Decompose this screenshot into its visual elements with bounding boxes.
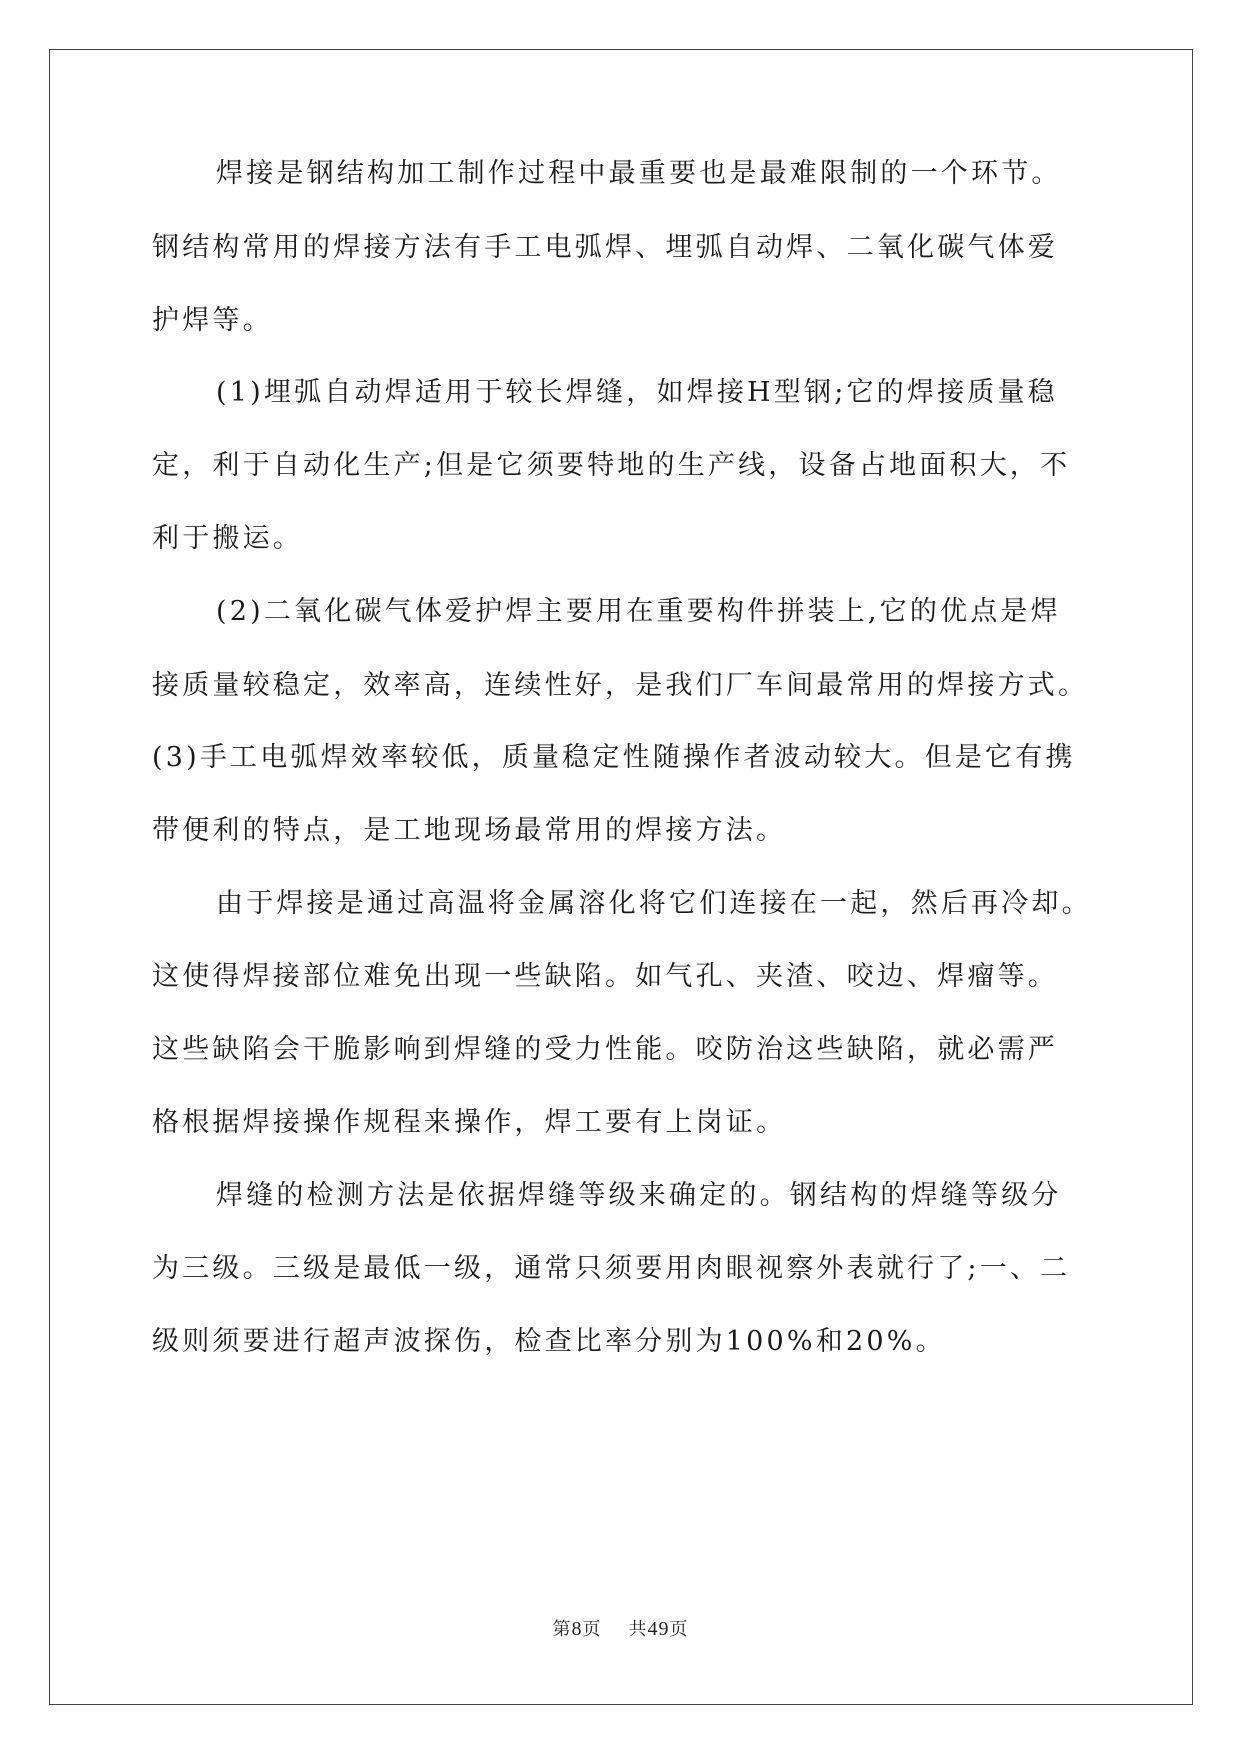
total-pages: 49 (647, 1618, 670, 1640)
text-line: 级则须要进行超声波探伤，检查比率分别为100%和20%。 (152, 1326, 946, 1357)
text-line: 这使得焊接部位难免出现一些缺陷。如气孔、夹渣、咬边、焊瘤等。 (152, 961, 1058, 992)
text-line: (1)埋弧自动焊适用于较长焊缝，如焊接H型钢;它的焊接质量稳 (216, 377, 1058, 408)
text-line: 钢结构常用的焊接方法有手工电弧焊、埋弧自动焊、二氧化碳气体爱 (152, 232, 1058, 263)
page-border (49, 49, 1193, 1705)
text-line: 带便利的特点，是工地现场最常用的焊接方法。 (152, 815, 787, 846)
text-line: 这些缺陷会干脆影响到焊缝的受力性能。咬防治这些缺陷，就必需严 (152, 1034, 1058, 1065)
text-line: 接质量较稳定，效率高，连续性好，是我们厂车间最常用的焊接方式。 (152, 670, 1089, 701)
total-prefix: 共 (628, 1619, 648, 1640)
text-line: 格根据焊接操作规程来操作，焊工要有上岗证。 (152, 1107, 787, 1138)
text-line: 护焊等。 (152, 305, 273, 336)
text-line: 焊接是钢结构加工制作过程中最重要也是最难限制的一个环节。 (216, 158, 1062, 189)
total-suffix: 页 (669, 1619, 689, 1640)
page-suffix: 页 (582, 1619, 602, 1640)
text-line: 焊缝的检测方法是依据焊缝等级来确定的。钢结构的焊缝等级分 (216, 1180, 1062, 1211)
text-line: 由于焊接是通过高温将金属溶化将它们连接在一起，然后再冷却。 (216, 888, 1092, 919)
page-prefix: 第 (552, 1619, 572, 1640)
text-line: 利于搬运。 (152, 523, 303, 554)
text-line: (3)手工电弧焊效率较低，质量稳定性随操作者波动较大。但是它有携 (152, 742, 1076, 773)
text-line: 为三级。三级是最低一级，通常只须要用肉眼视察外表就行了;一、二 (152, 1253, 1071, 1284)
text-line: (2)二氧化碳气体爱护焊主要用在重要构件拼装上,它的优点是焊 (216, 596, 1061, 627)
page-footer (0, 1617, 1241, 1642)
page-number: 8 (571, 1618, 583, 1640)
text-line: 定，利于自动化生产;但是它须要特地的生产线，设备占地面积大，不 (152, 450, 1071, 481)
